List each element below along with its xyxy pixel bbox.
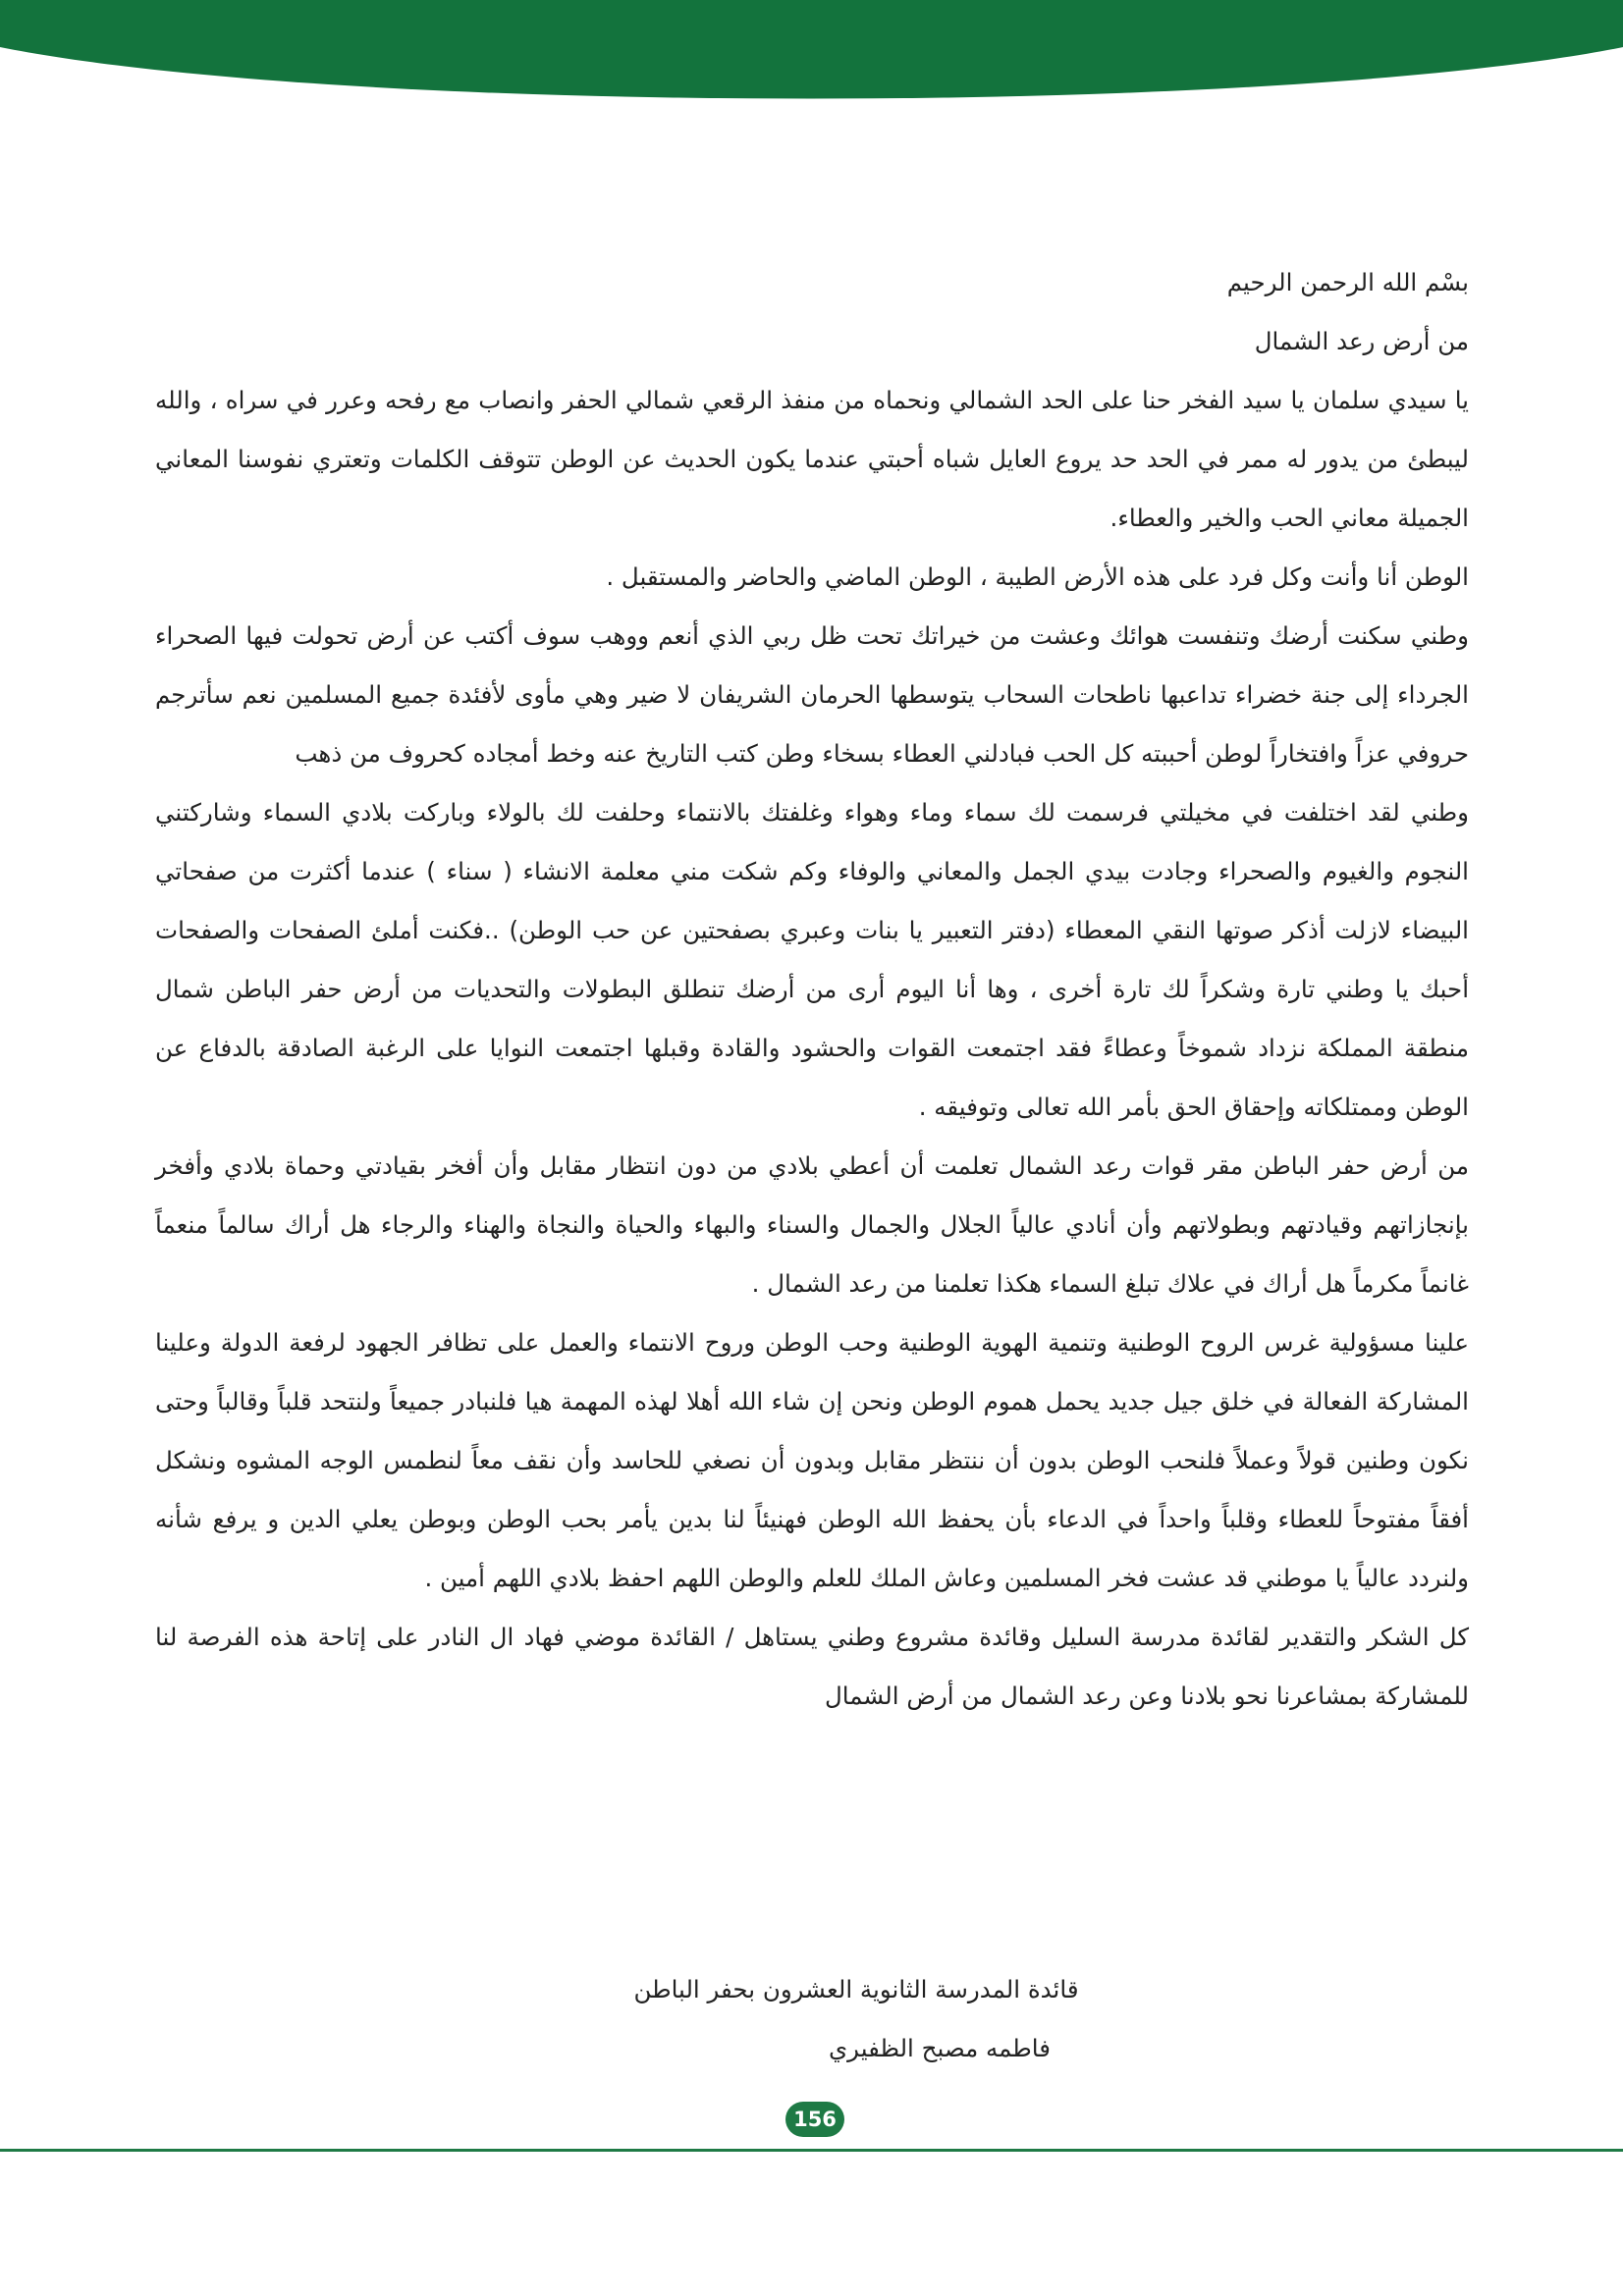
paragraph-2: الوطن أنا وأنت وكل فرد على هذه الأرض الطيبة ، الوطن الماضي والحاضر والمستقبل . — [606, 562, 1469, 591]
paragraph-3: وطني سكنت أرضك وتنفست هوائك وعشت من خيراتك تحت ظل ربي الذي أنعم ووهب سوف أكتب عن أرض تحولت فيها الصحراء الجرداء إلى جنة خضراء تداعبها ناطحات السحاب يتوسطها الحرمان الشريفان لا ضير وهي مأوى لأفئدة جميع المسلمين نعم سأترجم حروفي عزاً وافتخاراً لوطن أحببته كل الحب فبادلني العطاء بسخاء وطن كتب التاريخ عنه وخط أمجاده كحروف من ذهب — [155, 621, 1469, 768]
paragraph-1: يا سيدي سلمان يا سيد الفخر حنا على الحد الشمالي ونحماه من منفذ الرقعي شمالي الحفر وانصاب مع رفحه وعرر في سراه ، والله ليبطئ من يدور له ممر في الحد حد يروع العايل شباه أحبتي عندما يكون الحديث عن الوطن تتوقف الكلمات وتعتري نفوسنا المعاني الجميلة معاني الحب والخير والعطاء. — [155, 386, 1469, 532]
paragraph-7: كل الشكر والتقدير لقائدة مدرسة السليل وقائدة مشروع وطني يستاهل / القائدة موضي فهاد ال النادر على إتاحة هذه الفرصة لنا للمشاركة بمشاعرنا نحو بلادنا وعن رعد الشمال من أرض الشمال — [155, 1623, 1469, 1710]
letter-body — [155, 253, 1469, 1726]
from-line: من أرض رعد الشمال — [1254, 327, 1469, 355]
header-band-shape — [0, 0, 1623, 99]
basmala: بسْم الله الرحمن الرحيم — [1226, 268, 1469, 296]
paragraph-6: علينا مسؤولية غرس الروح الوطنية وتنمية الهوية الوطنية وحب الوطن وروح الانتماء والعمل على تظافر الجهود لرفعة الدولة وعلينا المشاركة الفعالة في خلق جيل جديد يحمل هموم الوطن ونحن إن شاء الله أهلا لهذه المهمة هيا فلنبادر جميعاً ولنتحد قلباً وقالباً وحتى نكون وطنين قولاً وعملاً فلنحب الوطن بدون أن ننتظر مقابل وبدون أن نصغي للحاسد وأن نقف معاً لنطمس الوجه المشوه ونشكل أفقاً مفتوحاً للعطاء وقلباً واحداً في الدعاء بأن يحفظ الله الوطن فهنيئاً لنا بدين يأمر بحب الوطن وبوطن يعلي الدين و يرفع شأنه ولنردد عالياً يا موطني قد عشت فخر المسلمين وعاش الملك للعلم والوطن اللهم احفظ بلادي اللهم أمين . — [155, 1328, 1469, 1592]
paragraph-5: من أرض حفر الباطن مقر قوات رعد الشمال تعلمت أن أعطي بلادي من دون انتظار مقابل وأن أفخر بقيادتي وحماة بلادي وأفخر بإنجازاتهم وقيادتهم وبطولاتهم وأن أنادي عالياً الجلال والجمال والسناء والبهاء والحياة والنجاة والهناء والرجاء هل أراك سالماً منعماً غانماً مكرماً هل أراك في علاك تبلغ السماء هكذا تعلمنا من رعد الشمال . — [155, 1151, 1469, 1298]
signature-name: فاطمه مصبح الظفيري — [829, 2034, 1051, 2062]
footer-rule — [0, 2149, 1623, 2152]
paragraph-4: وطني لقد اختلفت في مخيلتي فرسمت لك سماء وماء وهواء وغلفتك بالانتماء وحلفت لك بالولاء وباركت بلادي السماء وشاركتني النجوم والغيوم والصحراء وجادت بيدي الجمل والمعاني والوفاء وكم شكت مني معلمة الانشاء ( سناء ) عندما أكثرت من صفحاتي البيضاء لازلت أذكر صوتها النقي المعطاء (دفتر التعبير يا بنات وعبري بصفحتين عن حب الوطن) ..فكنت أملئ الصفحات والصفحات أحبك يا وطني تارة وشكراً لك تارة أخرى ، وها أنا اليوم أرى من أرضك تنطلق البطولات والتحديات من أرض حفر الباطن شمال منطقة المملكة نزداد شموخاً وعطاءً فقد اجتمعت القوات والحشود والقادة وقبلها اجتمعت النوايا على الرغبة الصادقة بالدفاع عن الوطن وممتلكاته وإحقاق الحق بأمر الله تعالى وتوفيقه . — [155, 798, 1469, 1121]
signature-school: قائدة المدرسة الثانوية العشرون بحفر الباطن — [633, 1975, 1079, 2003]
page-number-badge: 156 — [785, 2102, 844, 2137]
header-green-band — [0, 0, 1623, 118]
signature-block — [155, 1960, 1469, 2078]
